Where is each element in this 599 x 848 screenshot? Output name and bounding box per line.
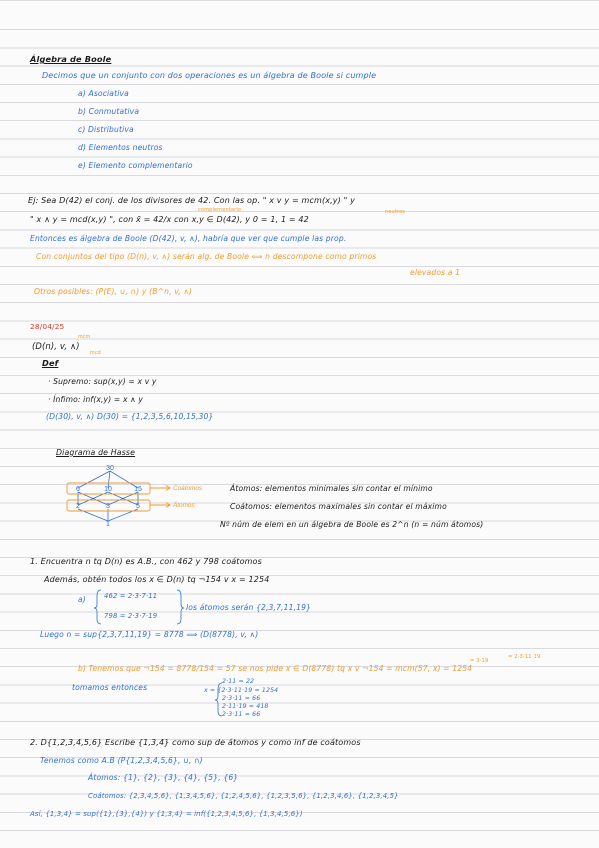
dn-structure: (D(n), v, ∧) — [32, 341, 80, 351]
exercise-1-statement: 1. Encuentra n tq D(n) es A.B., con 462 y 798 coátomos — [30, 557, 262, 566]
atoms-list: Átomos: {1}, {2}, {3}, {4}, {5}, {6} — [88, 773, 239, 782]
b-annotation: = 2·3·11·19 — [508, 654, 541, 660]
factorization: 798 = 2·3·7·19 — [104, 612, 158, 620]
mcd-note: mcd — [90, 351, 101, 356]
property-item: a) Asociativa — [78, 89, 129, 98]
property-item: b) Conmutativa — [78, 107, 140, 116]
hasse-node: 10 — [104, 486, 112, 493]
x-value: x = {2·3·11·19 = 1254 — [204, 687, 279, 694]
coatoms-definition: Coátomos: elementos maximales sin contar el máximo — [230, 502, 447, 511]
example-line: Con conjuntos del tipo (D(n), v, ∧) serán alg. de Boole ⟺ n descompone como primos — [36, 252, 377, 261]
coatoms-list: Coátomos: {2,3,4,5,6}, {1,3,4,5,6}, {1,2,4,5,6}, {1,2,3,5,6}, {1,2,3,4,6}, {1,2,3,4,5} — [88, 792, 399, 800]
hasse-node: 30 — [106, 465, 114, 472]
x-value: 2·11 = 22 — [222, 678, 255, 685]
example-line: Entonces es álgebra de Boole (D(42), v, ∧), habría que ver que cumple las prop. — [30, 234, 347, 243]
x-value: 2·3·11 = 66 — [222, 711, 261, 718]
exercise-2-line: Tenemos como A.B (P{1,2,3,4,5,6}, ∪, ∩) — [40, 756, 203, 765]
date-label: 28/04/25 — [30, 322, 65, 331]
annotation-note: neutros — [385, 209, 406, 215]
exercise-2-result: Así, {1,3,4} = sup({1},{3},{4}) y {1,3,4} = inf({1,2,3,4,5,6}, {1,3,4,5,6}) — [30, 810, 303, 818]
hasse-node: 6 — [76, 486, 80, 493]
property-item: c) Distributiva — [78, 125, 134, 134]
part-b-line: b) Tenemos que ¬154 = 8778/154 = 57 se nos pide x ∈ D(8778) tq x v ¬154 = mcm(57, x) = 1254 — [78, 664, 473, 673]
example-line: elevados a 1 — [410, 268, 461, 277]
atoms-arrow-label: Átomos — [173, 502, 195, 509]
example-line: Otros posibles: (P(E), ∪, ∩) y (B^n, v, ∧) — [34, 287, 193, 296]
hasse-node: 2 — [76, 503, 80, 510]
d30-line: (D(30), v, ∧) D(30) = {1,2,3,5,6,10,15,30} — [46, 412, 214, 421]
supremo-line: · Supremo: sup(x,y) = x v y — [48, 377, 157, 386]
exercise-2-statement: 2. D{1,2,3,4,5,6} Escribe {1,3,4} como sup de átomos y como inf de coátomos — [30, 738, 361, 747]
atoms-result: los átomos serán {2,3,7,11,19} — [186, 603, 312, 612]
property-item: e) Elemento complementario — [78, 161, 193, 170]
count-note: Nº núm de elem en un álgebra de Boole es 2^n (n = núm átomos) — [220, 520, 484, 529]
hasse-node: 3 — [106, 503, 110, 510]
hasse-node: 5 — [136, 503, 140, 510]
def-label: Def — [42, 358, 59, 368]
example-line: Ej: Sea D(42) el conj. de los divisores de 42. Con las op. " x v y = mcm(x,y) " y — [28, 196, 356, 205]
page-title: Álgebra de Boole — [30, 54, 112, 64]
infimo-line: · Ínfimo: inf(x,y) = x ∧ y — [48, 395, 144, 404]
definition-intro: Decimos que un conjunto con dos operaciones es un álgebra de Boole si cumple — [42, 71, 377, 80]
property-item: d) Elementos neutros — [78, 143, 163, 152]
hasse-node: 15 — [134, 486, 142, 493]
mcm-note: mcm — [78, 335, 91, 340]
factorization: 462 = 2·3·7·11 — [104, 592, 158, 600]
atoms-definition: Átomos: elementos minimales sin contar el mínimo — [230, 484, 433, 493]
hasse-node: 1 — [106, 521, 110, 528]
x-value: 2·3·11 = 66 — [222, 695, 261, 702]
x-value: 2·11·19 = 418 — [222, 703, 269, 710]
example-line: " x ∧ y = mcd(x,y) ", con x̄ = 42/x con x,y ∈ D(42), y 0 = 1, 1 = 42 — [30, 215, 309, 224]
exercise-1-statement: Además, obtén todos los x ∈ D(n) tq ¬154 v x = 1254 — [44, 575, 270, 584]
part-a-label: a) — [78, 595, 86, 604]
annotation-note: complementario — [198, 207, 242, 213]
coatoms-arrow-label: Coátomos — [173, 485, 203, 492]
hasse-title: Diagrama de Hasse — [56, 448, 136, 457]
b-annotation: = 3·19 — [470, 658, 489, 664]
tomamos-line: tomamos entonces — [72, 683, 148, 692]
luego-line: Luego n = sup{2,3,7,11,19} = 8778 ⟹ (D(8778), v, ∧) — [40, 630, 259, 639]
